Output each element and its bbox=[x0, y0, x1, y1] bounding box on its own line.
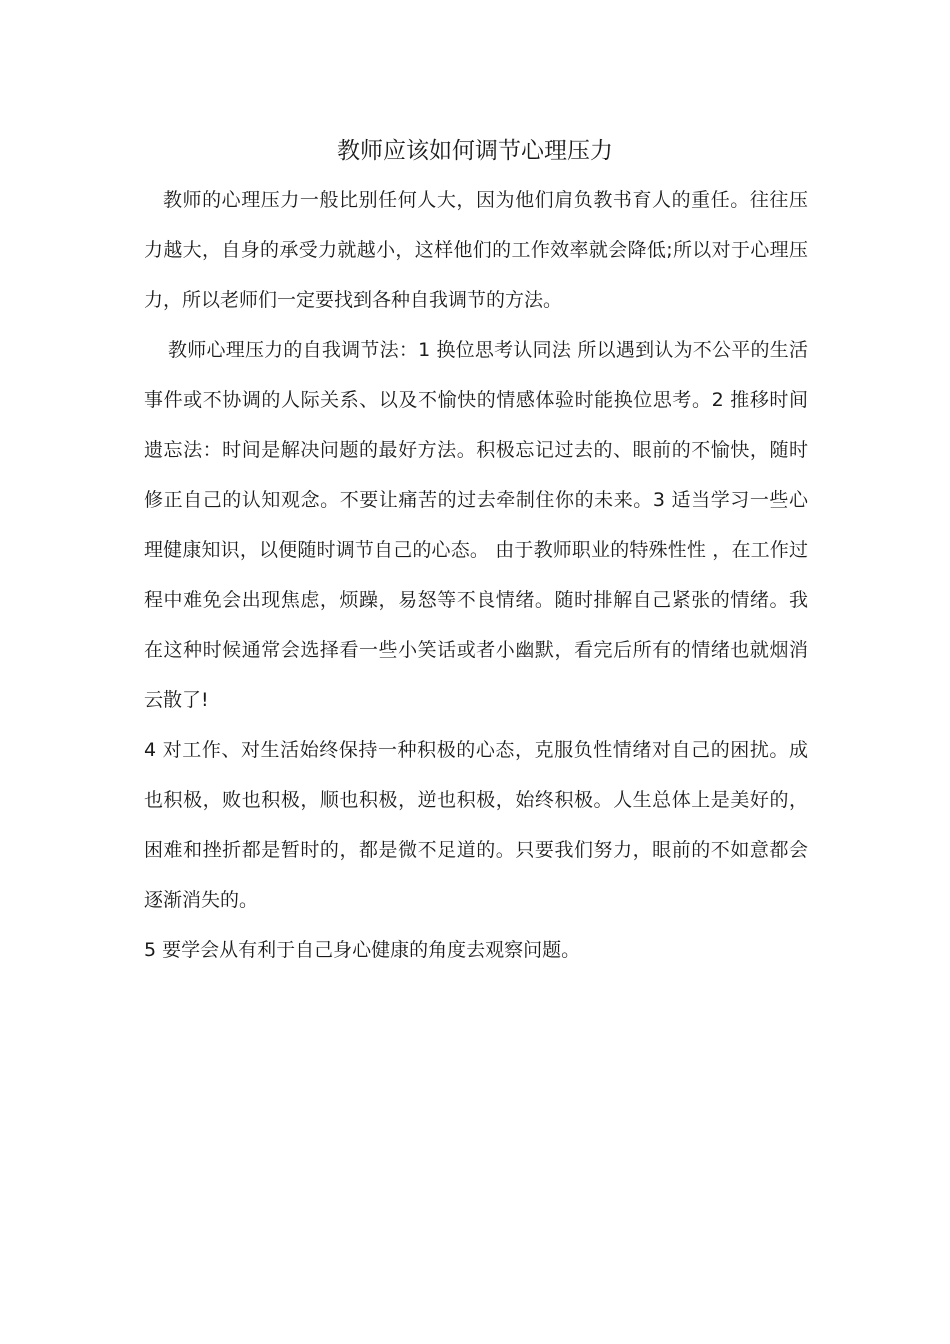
paragraph-observe-problems: 5 要学会从有利于自己身心健康的角度去观察问题。 bbox=[144, 939, 581, 961]
paragraph-methods: 教师心理压力的自我调节法：1 换位思考认同法 所以遇到认为不公平的生活事件或不协调的人际关系、以及不愉快的情感体验时能换位思考。2 推移时间遗忘法：时间是解决问题的最好方法。积极忘记过去的、眼前的不愉快，随时修正自己的认知观念。不要让痛苦的过去牵制住你的未来。3 适当学习一些心理健康知识，以便随时调节自己的心态。 由于教师职业的特殊性性 ，在工作过程中难免会出现焦虑，烦躁，易怒等不良情绪。随时排解自己紧张的情绪。我在这种时候通常会选择看一些小笑话或者小幽默，看完后所有的情绪也就烟消云散了! bbox=[144, 339, 808, 711]
paragraph-positive-attitude: 4 对工作、对生活始终保持一种积极的心态，克服负性情绪对自己的困扰。成也积极，败也积极，顺也积极，逆也积极，始终积极。人生总体上是美好的，困难和挫折都是暂时的，都是微不足道的。只要我们努力，眼前的不如意都会逐渐消失的。 bbox=[144, 739, 808, 911]
document-body bbox=[144, 175, 808, 975]
paragraph-intro: 教师的心理压力一般比别任何人大，因为他们肩负教书育人的重任。往往压力越大，自身的承受力就越小，这样他们的工作效率就会降低;所以对于心理压力，所以老师们一定要找到各种自我调节的方法。 bbox=[144, 189, 808, 311]
document-title: 教师应该如何调节心理压力 bbox=[337, 138, 613, 164]
